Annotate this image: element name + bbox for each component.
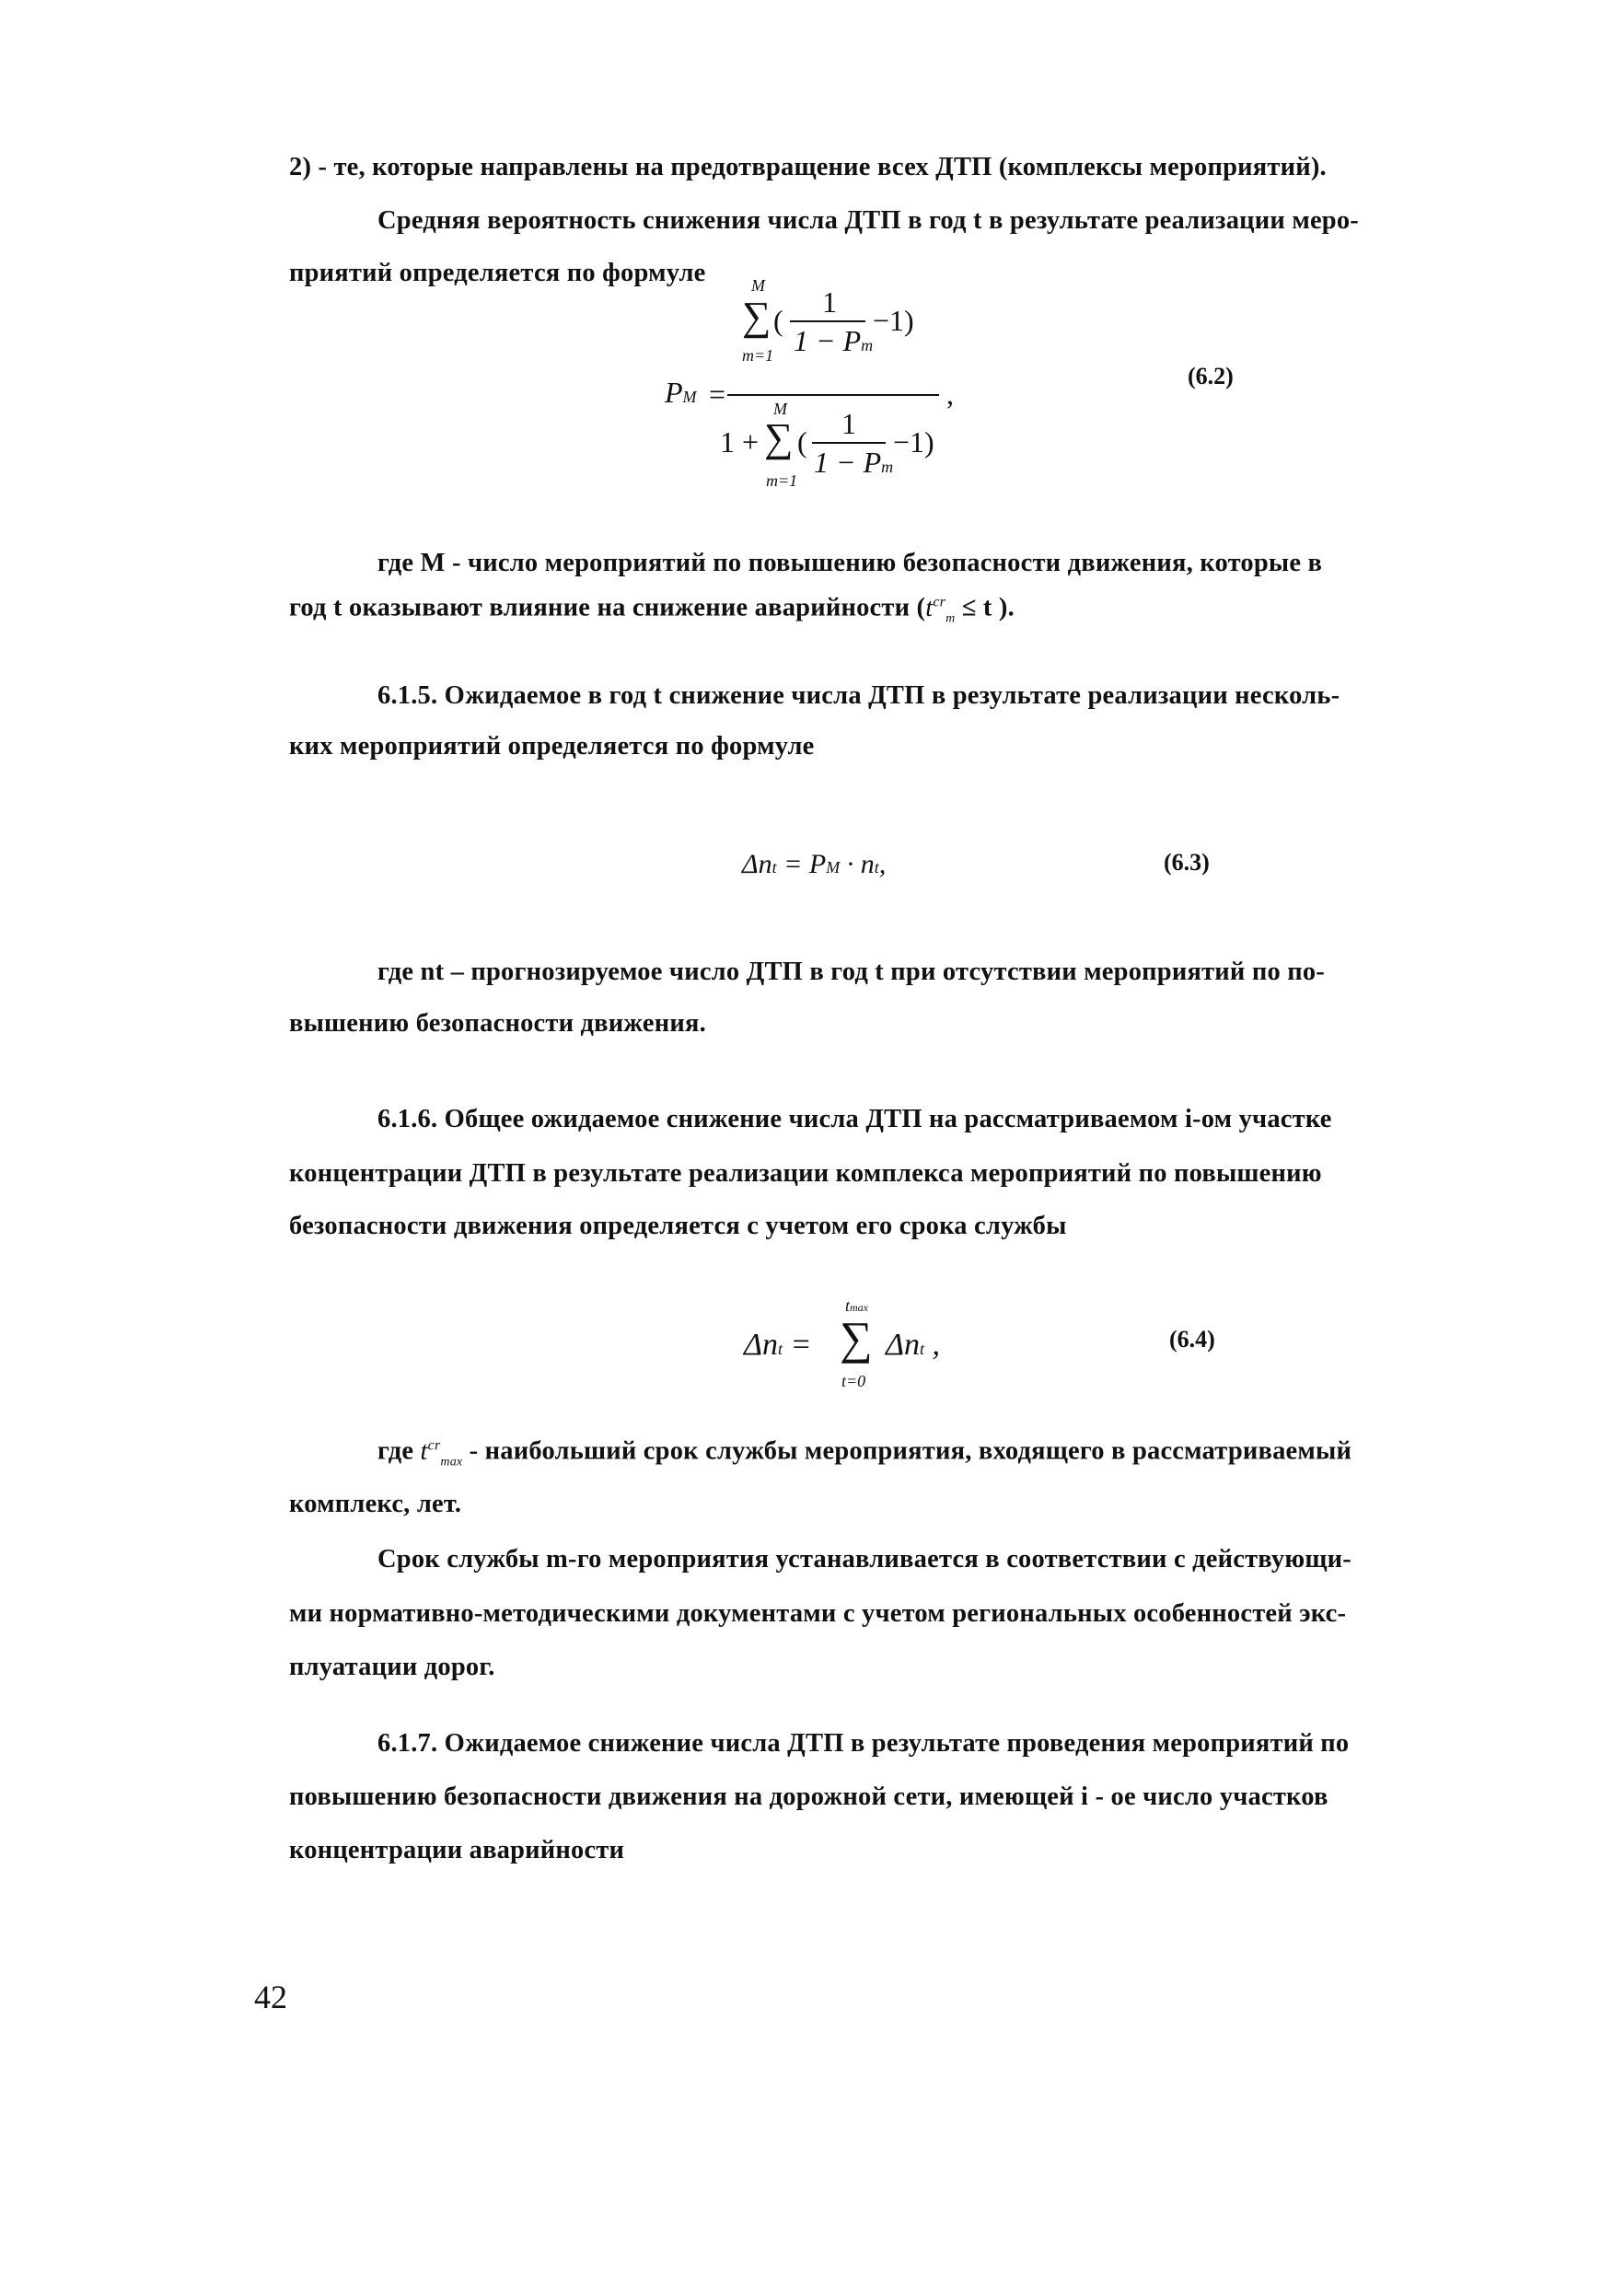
page-number: 42 — [254, 1979, 287, 2015]
text-line-3: приятий определяется по формуле — [289, 259, 706, 287]
text-line-10: 6.1.6. Общее ожидаемое снижение числа ДТП на рассматриваемом i-ом участке — [377, 1105, 1332, 1133]
eq62-label: (6.2) — [1188, 363, 1234, 389]
text-line-1: 2) - те, которые направлены на предотвращение всех ДТП (комплексы мероприятий). — [289, 153, 1327, 181]
eq62-den-upper: M — [773, 400, 787, 418]
eq62-comma: , — [946, 377, 954, 411]
text-line-12: безопасности движения определяется с учетом его срока службы — [289, 1212, 1067, 1240]
text-line-20: концентрации аварийности — [289, 1836, 625, 1864]
text-line-7: ких мероприятий определяется по формуле — [289, 732, 815, 761]
text-line-9: вышению безопасности движения. — [289, 1009, 706, 1038]
text-line-15: Срок службы m-го мероприятия устанавливается в соответствии с действующи- — [377, 1545, 1351, 1573]
text-line-4: где M - число мероприятий по повышению безопасности движения, которые в — [377, 549, 1323, 577]
text-line-13: где $t^{cr}_{max}$ - наибольший срок службы мероприятия, входящего в рассматриваемый — [377, 1436, 1352, 1469]
eq64-lower: t=0 — [841, 1372, 866, 1390]
eq62-den-frac-num: 1 — [841, 407, 856, 440]
text-line-18: 6.1.7. Ожидаемое снижение числа ДТП в результате проведения мероприятий по — [377, 1729, 1350, 1758]
eq62-num-upper: M — [751, 276, 765, 295]
eq62-num-sum: ∑ — [742, 294, 771, 339]
text-line-17: плуатации дорог. — [289, 1653, 495, 1681]
eq62-equals: = — [709, 377, 726, 411]
eq64-rhs: Δnt , — [886, 1328, 940, 1362]
eq62-num-lower: m=1 — [742, 346, 774, 365]
eq62-num-frac-num: 1 — [822, 285, 837, 319]
eq62-num-paren: ( — [773, 304, 783, 337]
eq62-den-prefix: 1 + — [720, 425, 760, 459]
eq64-sum: ∑ — [840, 1312, 873, 1364]
text-line-2: Средняя вероятность снижения числа ДТП в год t в результате реализации меро- — [377, 206, 1359, 235]
eq62-num-inner-fracline — [790, 320, 865, 322]
eq62-den-paren: ( — [797, 425, 807, 459]
text-line-16: ми нормативно-методическими документами с учетом региональных особенностей экс- — [289, 1599, 1347, 1628]
text-line-5: год t оказывают влияние на снижение аварийности ($t^{cr}_m \le t$ ). — [289, 593, 1015, 626]
text-line-14: комплекс, лет. — [289, 1490, 462, 1518]
eq64-lhs: Δnt = — [744, 1328, 812, 1362]
eq64-label: (6.4) — [1169, 1326, 1215, 1353]
eq63-label: (6.3) — [1164, 849, 1210, 876]
eq62-lhs: PM — [665, 376, 697, 409]
eq62-den-lower: m=1 — [766, 471, 798, 490]
eq62-num-frac-den: 1 − Pm — [794, 324, 874, 357]
text-line-19: повышению безопасности движения на дорожной сети, имеющей i - ое число участков — [289, 1782, 1328, 1811]
eq63-body: Δnt = PM · nt, — [742, 849, 887, 879]
eq62-den-sum: ∑ — [764, 415, 794, 460]
eq62-den-tail: −1) — [893, 425, 934, 459]
eq62-den-inner-fracline — [812, 442, 886, 444]
eq62-num-tail: −1) — [873, 304, 914, 337]
eq64-upper: tmax — [845, 1296, 869, 1315]
text-line-8: где nt – прогнозируемое число ДТП в год t при отсутствии мероприятий по по- — [377, 958, 1325, 986]
text-line-6: 6.1.5. Ожидаемое в год t снижение числа ДТП в результате реализации несколь- — [377, 681, 1340, 710]
eq62-main-fracline — [727, 394, 939, 396]
eq62-den-frac-den: 1 − Pm — [814, 446, 894, 479]
text-line-11: концентрации ДТП в результате реализации комплекса мероприятий по повышению — [289, 1159, 1322, 1188]
